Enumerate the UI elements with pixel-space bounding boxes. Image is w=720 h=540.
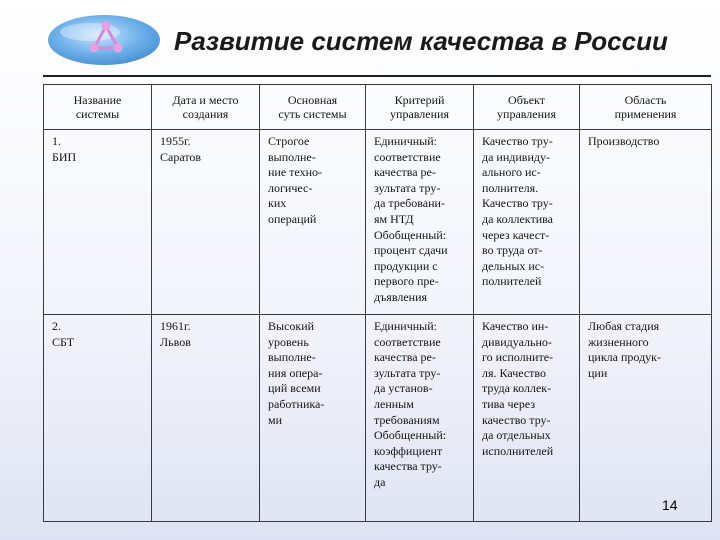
cell-criterion: Единичный: соответствие качества ре- зультата тру- да установ- ленным требованиям Обобщенный: коэффициент качества тру- да — [366, 315, 474, 522]
slide-title: Развитие систем качества в России — [174, 26, 668, 56]
cell-essence: Высокий уровень выполне- ния опера- ций всеми работника- ми — [260, 315, 366, 522]
cell-date-place: 1955г. Саратов — [152, 130, 260, 315]
header-system-name: Название системы — [44, 85, 152, 130]
table-header-row — [44, 85, 712, 130]
header-object: Объект управления — [474, 85, 580, 130]
cell-criterion: Единичный: соответствие качества ре- зультата тру- да требовани- ям НТД Обобщенный: процент сдачи продукции с первого пре- дъявления — [366, 130, 474, 315]
quality-systems-table — [43, 84, 712, 522]
cell-system-name: 2. СБТ — [44, 315, 152, 522]
cell-object: Качество тру- да индивиду- ального ис- полнителя. Качество тру- да коллектива через качест- во труда от- дельных ис- полнителей — [474, 130, 580, 315]
header-essence: Основная суть системы — [260, 85, 366, 130]
logo-icon — [46, 12, 162, 68]
table-row — [44, 130, 712, 315]
cell-essence: Строгое выполне- ние техно- логичес- ких операций — [260, 130, 366, 315]
cell-scope: Производство — [580, 130, 712, 315]
cell-scope: Любая стадия жизненного цикла продук- ции — [580, 315, 712, 522]
cell-date-place: 1961г. Львов — [152, 315, 260, 522]
header-scope: Область применения — [580, 85, 712, 130]
header-criterion: Критерий управления — [366, 85, 474, 130]
cell-system-name: 1. БИП — [44, 130, 152, 315]
cell-object: Качество ин- дивидуально- го исполните- ля. Качество труда коллек- тива через качество тру- да отдельных исполнителей — [474, 315, 580, 522]
table-row — [44, 315, 712, 522]
page-number: 14 — [662, 497, 678, 513]
header-date-place: Дата и место создания — [152, 85, 260, 130]
title-divider — [43, 75, 711, 77]
